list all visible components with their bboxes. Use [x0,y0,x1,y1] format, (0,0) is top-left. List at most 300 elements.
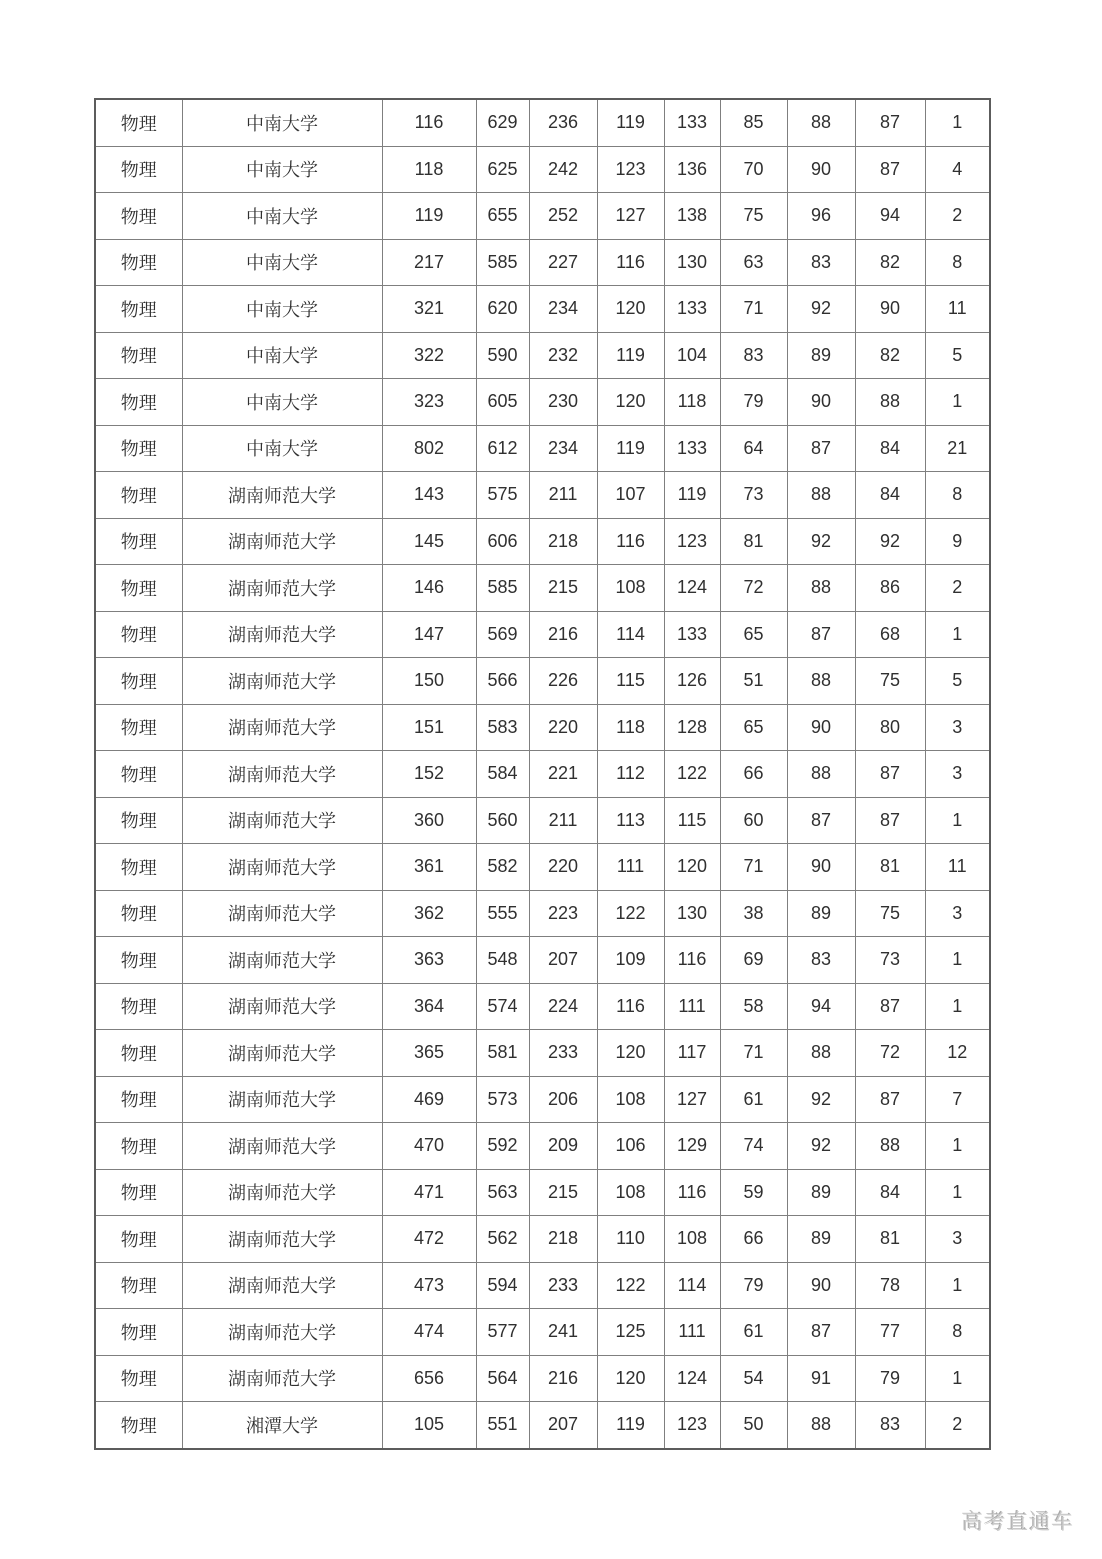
table-cell: 61 [720,1076,787,1123]
cell-university: 湖南师范大学 [182,751,382,798]
cell-university: 湖南师范大学 [182,844,382,891]
cell-subject: 物理 [95,1030,182,1077]
table-cell: 241 [529,1309,597,1356]
table-row [95,1309,990,1356]
table-cell: 364 [382,983,476,1030]
table-cell: 211 [529,472,597,519]
table-cell: 220 [529,704,597,751]
table-cell: 87 [787,797,855,844]
table-cell: 89 [787,1169,855,1216]
table-cell: 66 [720,751,787,798]
table-cell: 211 [529,797,597,844]
table-cell: 1 [925,1355,990,1402]
table-cell: 655 [476,193,529,240]
cell-university: 中南大学 [182,379,382,426]
table-cell: 92 [787,518,855,565]
cell-subject: 物理 [95,472,182,519]
table-cell: 562 [476,1216,529,1263]
table-cell: 116 [597,239,664,286]
table-cell: 21 [925,425,990,472]
table-cell: 79 [720,379,787,426]
table-cell: 116 [664,937,720,984]
table-cell: 2 [925,1402,990,1449]
table-cell: 216 [529,611,597,658]
cell-subject: 物理 [95,239,182,286]
table-cell: 54 [720,1355,787,1402]
table-row [95,1216,990,1263]
table-cell: 625 [476,146,529,193]
cell-university: 湖南师范大学 [182,472,382,519]
table-row [95,704,990,751]
cell-university: 湖南师范大学 [182,983,382,1030]
watermark-text: 高考直通车 [962,1511,1075,1534]
table-cell: 1 [925,99,990,146]
table-cell: 133 [664,611,720,658]
table-cell: 5 [925,332,990,379]
cell-university: 湘潭大学 [182,1402,382,1449]
table-cell: 1 [925,611,990,658]
table-row [95,1262,990,1309]
table-cell: 87 [855,751,925,798]
table-cell: 38 [720,890,787,937]
cell-subject: 物理 [95,1262,182,1309]
table-cell: 207 [529,937,597,984]
table-cell: 87 [855,1076,925,1123]
table-cell: 1 [925,797,990,844]
table-cell: 87 [855,797,925,844]
cell-university: 湖南师范大学 [182,1169,382,1216]
table-row [95,379,990,426]
table-cell: 581 [476,1030,529,1077]
table-cell: 594 [476,1262,529,1309]
table-cell: 108 [664,1216,720,1263]
table-cell: 84 [855,425,925,472]
table-cell: 83 [787,239,855,286]
table-cell: 70 [720,146,787,193]
table-cell: 215 [529,1169,597,1216]
table-cell: 71 [720,286,787,333]
table-cell: 87 [787,1309,855,1356]
table-cell: 74 [720,1123,787,1170]
table-cell: 116 [382,99,476,146]
table-cell: 232 [529,332,597,379]
table-cell: 107 [597,472,664,519]
table-cell: 12 [925,1030,990,1077]
cell-university: 湖南师范大学 [182,565,382,612]
table-cell: 2 [925,565,990,612]
table-cell: 569 [476,611,529,658]
table-cell: 128 [664,704,720,751]
cell-subject: 物理 [95,890,182,937]
table-cell: 656 [382,1355,476,1402]
table-cell: 4 [925,146,990,193]
table-cell: 51 [720,658,787,705]
table-cell: 365 [382,1030,476,1077]
cell-university: 湖南师范大学 [182,1309,382,1356]
cell-subject: 物理 [95,332,182,379]
table-cell: 64 [720,425,787,472]
table-cell: 120 [597,1030,664,1077]
table-cell: 11 [925,844,990,891]
table-cell: 108 [597,565,664,612]
cell-subject: 物理 [95,983,182,1030]
table-row [95,332,990,379]
table-cell: 234 [529,425,597,472]
table-cell: 88 [787,472,855,519]
table-cell: 90 [787,379,855,426]
table-cell: 114 [664,1262,720,1309]
table-cell: 123 [597,146,664,193]
table-cell: 1 [925,1123,990,1170]
table-cell: 136 [664,146,720,193]
cell-subject: 物理 [95,1355,182,1402]
table-cell: 123 [664,518,720,565]
cell-university: 湖南师范大学 [182,658,382,705]
table-cell: 133 [664,286,720,333]
table-cell: 242 [529,146,597,193]
table-cell: 120 [597,1355,664,1402]
table-cell: 472 [382,1216,476,1263]
table-cell: 90 [787,704,855,751]
table-cell: 89 [787,890,855,937]
table-cell: 115 [597,658,664,705]
table-cell: 88 [855,1123,925,1170]
cell-university: 中南大学 [182,99,382,146]
table-cell: 566 [476,658,529,705]
cell-university: 湖南师范大学 [182,1216,382,1263]
table-cell: 108 [597,1076,664,1123]
table-cell: 75 [855,890,925,937]
table-cell: 84 [855,472,925,519]
cell-subject: 物理 [95,193,182,240]
table-cell: 96 [787,193,855,240]
table-cell: 77 [855,1309,925,1356]
table-cell: 122 [597,1262,664,1309]
table-cell: 90 [787,146,855,193]
table-cell: 8 [925,239,990,286]
table-cell: 130 [664,890,720,937]
table-row [95,983,990,1030]
table-cell: 117 [664,1030,720,1077]
table-cell: 79 [720,1262,787,1309]
table-row [95,565,990,612]
table-cell: 90 [855,286,925,333]
table-cell: 573 [476,1076,529,1123]
table-cell: 90 [787,1262,855,1309]
table-cell: 92 [787,1076,855,1123]
table-cell: 152 [382,751,476,798]
table-cell: 115 [664,797,720,844]
table-cell: 143 [382,472,476,519]
table-cell: 71 [720,844,787,891]
table-cell: 1 [925,983,990,1030]
cell-subject: 物理 [95,844,182,891]
table-cell: 73 [720,472,787,519]
table-cell: 127 [664,1076,720,1123]
table-cell: 1 [925,1169,990,1216]
table-cell: 9 [925,518,990,565]
table-cell: 217 [382,239,476,286]
table-cell: 83 [855,1402,925,1449]
table-cell: 81 [855,844,925,891]
table-cell: 91 [787,1355,855,1402]
table-cell: 226 [529,658,597,705]
table-cell: 120 [597,379,664,426]
table-cell: 88 [787,1030,855,1077]
table-cell: 323 [382,379,476,426]
table-cell: 470 [382,1123,476,1170]
table-cell: 120 [597,286,664,333]
table-cell: 80 [855,704,925,751]
table-cell: 585 [476,239,529,286]
table-cell: 69 [720,937,787,984]
table-cell: 116 [664,1169,720,1216]
table-row [95,937,990,984]
table-cell: 86 [855,565,925,612]
table-cell: 84 [855,1169,925,1216]
table-cell: 108 [597,1169,664,1216]
cell-subject: 物理 [95,1123,182,1170]
table-cell: 92 [787,1123,855,1170]
table-row [95,751,990,798]
table-cell: 620 [476,286,529,333]
table-cell: 87 [787,425,855,472]
table-cell: 119 [664,472,720,519]
table-cell: 592 [476,1123,529,1170]
table-cell: 233 [529,1262,597,1309]
table-cell: 629 [476,99,529,146]
cell-university: 湖南师范大学 [182,1123,382,1170]
table-cell: 145 [382,518,476,565]
cell-university: 湖南师范大学 [182,890,382,937]
table-cell: 106 [597,1123,664,1170]
table-cell: 474 [382,1309,476,1356]
table-cell: 577 [476,1309,529,1356]
table-cell: 66 [720,1216,787,1263]
table-cell: 118 [664,379,720,426]
table-row [95,472,990,519]
table-cell: 88 [787,565,855,612]
table-cell: 223 [529,890,597,937]
table-cell: 584 [476,751,529,798]
table-cell: 361 [382,844,476,891]
table-cell: 112 [597,751,664,798]
table-cell: 60 [720,797,787,844]
table-row [95,797,990,844]
cell-subject: 物理 [95,1309,182,1356]
table-row [95,193,990,240]
table-cell: 75 [855,658,925,705]
table-cell: 612 [476,425,529,472]
table-cell: 606 [476,518,529,565]
table-cell: 122 [597,890,664,937]
table-cell: 124 [664,1355,720,1402]
table-row [95,1076,990,1123]
table-cell: 224 [529,983,597,1030]
cell-subject: 物理 [95,937,182,984]
table-cell: 126 [664,658,720,705]
table-cell: 111 [664,983,720,1030]
table-cell: 1 [925,937,990,984]
table-cell: 68 [855,611,925,658]
table-cell: 88 [787,1402,855,1449]
table-cell: 564 [476,1355,529,1402]
table-cell: 575 [476,472,529,519]
cell-university: 中南大学 [182,146,382,193]
cell-subject: 物理 [95,286,182,333]
table-cell: 151 [382,704,476,751]
table-cell: 252 [529,193,597,240]
cell-subject: 物理 [95,611,182,658]
table-cell: 1 [925,379,990,426]
cell-subject: 物理 [95,704,182,751]
cell-university: 湖南师范大学 [182,1076,382,1123]
table-cell: 551 [476,1402,529,1449]
cell-university: 湖南师范大学 [182,518,382,565]
table-cell: 61 [720,1309,787,1356]
cell-subject: 物理 [95,797,182,844]
table-cell: 89 [787,1216,855,1263]
table-cell: 3 [925,704,990,751]
table-cell: 89 [787,332,855,379]
table-cell: 71 [720,1030,787,1077]
table-row [95,1402,990,1449]
table-cell: 88 [787,99,855,146]
table-cell: 802 [382,425,476,472]
table-cell: 90 [787,844,855,891]
table-cell: 1 [925,1262,990,1309]
table-cell: 72 [855,1030,925,1077]
table-cell: 209 [529,1123,597,1170]
table-cell: 87 [787,611,855,658]
table-row [95,518,990,565]
table-row [95,658,990,705]
table-cell: 82 [855,332,925,379]
table-cell: 119 [382,193,476,240]
table-cell: 3 [925,890,990,937]
table-cell: 216 [529,1355,597,1402]
table-cell: 73 [855,937,925,984]
table-cell: 124 [664,565,720,612]
table-cell: 111 [664,1309,720,1356]
table-cell: 321 [382,286,476,333]
table-cell: 563 [476,1169,529,1216]
table-cell: 227 [529,239,597,286]
table-cell: 233 [529,1030,597,1077]
cell-university: 湖南师范大学 [182,937,382,984]
table-cell: 146 [382,565,476,612]
table-cell: 85 [720,99,787,146]
table-cell: 234 [529,286,597,333]
table-cell: 87 [855,146,925,193]
cell-university: 湖南师范大学 [182,797,382,844]
table-cell: 123 [664,1402,720,1449]
table-row [95,890,990,937]
table-cell: 218 [529,1216,597,1263]
cell-subject: 物理 [95,379,182,426]
table-cell: 88 [787,658,855,705]
table-cell: 63 [720,239,787,286]
table-cell: 236 [529,99,597,146]
table-cell: 75 [720,193,787,240]
table-cell: 119 [597,425,664,472]
scores-table [94,98,991,1450]
table-cell: 555 [476,890,529,937]
table-cell: 105 [382,1402,476,1449]
table-cell: 119 [597,99,664,146]
cell-university: 中南大学 [182,286,382,333]
table-row [95,286,990,333]
cell-university: 湖南师范大学 [182,1262,382,1309]
cell-subject: 物理 [95,1216,182,1263]
cell-university: 湖南师范大学 [182,1030,382,1077]
table-cell: 118 [382,146,476,193]
table-cell: 87 [855,983,925,1030]
table-cell: 582 [476,844,529,891]
table-cell: 94 [787,983,855,1030]
cell-university: 湖南师范大学 [182,1355,382,1402]
table-cell: 130 [664,239,720,286]
table-cell: 125 [597,1309,664,1356]
table-cell: 65 [720,704,787,751]
table-cell: 81 [855,1216,925,1263]
table-cell: 8 [925,1309,990,1356]
table-cell: 469 [382,1076,476,1123]
table-row [95,1123,990,1170]
table-cell: 471 [382,1169,476,1216]
table-row [95,844,990,891]
cell-subject: 物理 [95,146,182,193]
table-row [95,146,990,193]
cell-subject: 物理 [95,658,182,705]
table-cell: 59 [720,1169,787,1216]
table-row [95,425,990,472]
table-cell: 2 [925,193,990,240]
table-cell: 129 [664,1123,720,1170]
table-cell: 215 [529,565,597,612]
cell-university: 中南大学 [182,332,382,379]
cell-university: 湖南师范大学 [182,611,382,658]
table-cell: 322 [382,332,476,379]
table-cell: 94 [855,193,925,240]
table-cell: 3 [925,751,990,798]
table-row [95,99,990,146]
table-row [95,611,990,658]
table-cell: 583 [476,704,529,751]
table-cell: 150 [382,658,476,705]
table-cell: 92 [787,286,855,333]
table-cell: 560 [476,797,529,844]
table-cell: 585 [476,565,529,612]
table-cell: 133 [664,425,720,472]
table-cell: 118 [597,704,664,751]
table-cell: 120 [664,844,720,891]
cell-university: 中南大学 [182,425,382,472]
table-cell: 3 [925,1216,990,1263]
table-cell: 116 [597,983,664,1030]
table-cell: 87 [855,99,925,146]
table-cell: 221 [529,751,597,798]
table-cell: 127 [597,193,664,240]
table-cell: 83 [787,937,855,984]
table-cell: 78 [855,1262,925,1309]
table-cell: 119 [597,1402,664,1449]
table-cell: 574 [476,983,529,1030]
table-cell: 65 [720,611,787,658]
cell-subject: 物理 [95,565,182,612]
table-cell: 207 [529,1402,597,1449]
table-cell: 58 [720,983,787,1030]
